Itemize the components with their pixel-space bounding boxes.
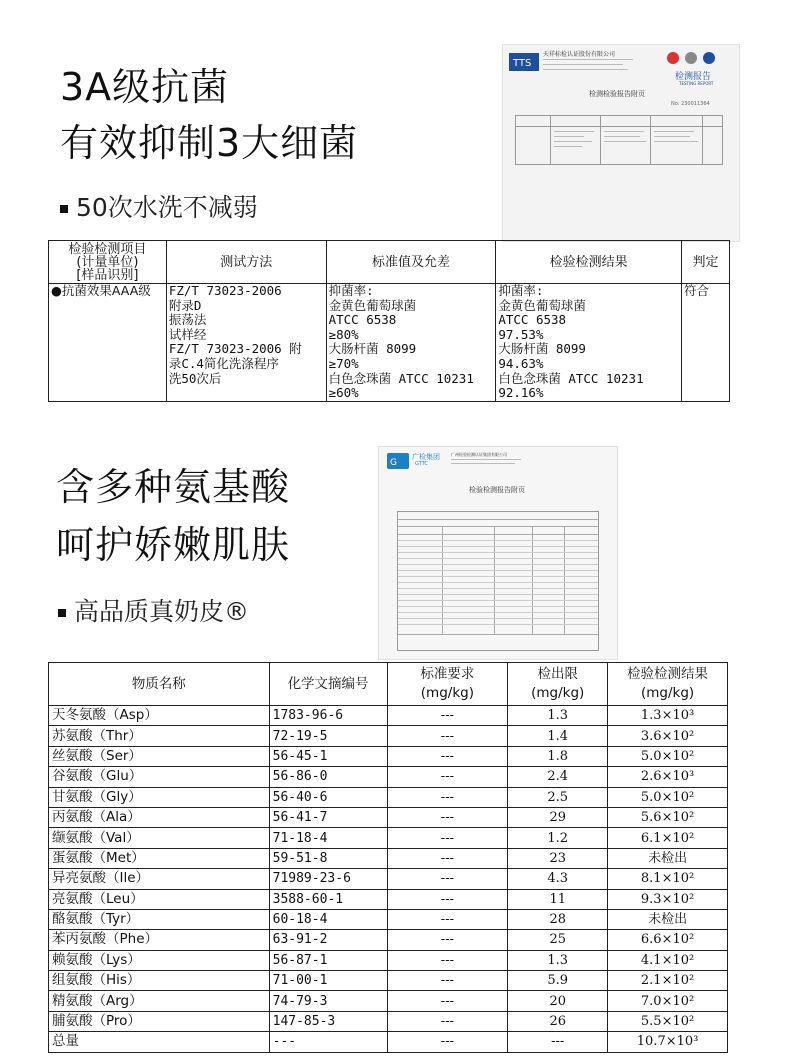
cell-lod: 11 (508, 889, 608, 909)
cell-result: 5.0×10² (608, 787, 728, 807)
cell-standard: --- (387, 848, 508, 868)
section2-subtitle (58, 592, 249, 628)
table-row (49, 889, 728, 909)
bullet-icon (60, 205, 68, 213)
header-test-item: 检验检测项目 (计量单位) [样品识别] (49, 241, 167, 284)
cell-substance: 蛋氨酸（Met） (49, 848, 270, 868)
cell-cas: --- (269, 1032, 387, 1052)
cell-cas: 71989-23-6 (269, 869, 387, 889)
report1-number: No: 230011364 (671, 101, 710, 107)
cell-substance: 缬氨酸（Val） (49, 828, 270, 848)
cell-cas: 56-45-1 (269, 746, 387, 766)
table-row (49, 746, 728, 766)
cell-cas: 60-18-4 (269, 909, 387, 929)
table-row (49, 807, 728, 827)
cell-substance: 亮氨酸（Leu） (49, 889, 270, 909)
report2-org-short: 广检集团 (412, 453, 440, 461)
cell-result: 5.5×10² (608, 1011, 728, 1031)
header-lod: 检出限 (mg/kg) (508, 663, 608, 706)
bullet-icon (58, 609, 66, 617)
cell-cas: 3588-60-1 (269, 889, 387, 909)
section1-subtitle (60, 188, 258, 224)
cell-cas: 56-40-6 (269, 787, 387, 807)
table-row (49, 950, 728, 970)
cell-lod: 1.4 (508, 726, 608, 746)
cell-lod: 26 (508, 1011, 608, 1031)
cell-substance: 甘氨酸（Gly） (49, 787, 270, 807)
section2-title-line2: 呵护娇嫩肌肤 (56, 523, 291, 567)
header-result: 检验检测结果 (496, 241, 682, 284)
cell-result: 2.1×10² (608, 971, 728, 991)
cell-standard: --- (387, 746, 508, 766)
cell-result: 1.3×10³ (608, 706, 728, 726)
header-cas: 化学文摘编号 (269, 663, 387, 706)
section1-title-line2: 有效抑制3大细菌 (60, 121, 359, 165)
cell-cas: 147-85-3 (269, 1011, 387, 1031)
report1-label: 检测报告 (675, 72, 712, 82)
table-header-row (49, 663, 728, 706)
gttc-logo-icon (387, 453, 409, 469)
cell-substance: 天冬氨酸（Asp） (49, 706, 270, 726)
cell-lod: 1.8 (508, 746, 608, 766)
cell-lod: --- (508, 1032, 608, 1052)
cell-standard: --- (387, 787, 508, 807)
table-row (49, 971, 728, 991)
cell-lod: 20 (508, 991, 608, 1011)
table-row (49, 1011, 728, 1031)
cell-lod: 1.2 (508, 828, 608, 848)
report2-org: 广州检验检测认证集团有限公司 (451, 452, 507, 457)
header-substance: 物质名称 (49, 663, 270, 706)
cell-lod: 5.9 (508, 971, 608, 991)
cell-cas: 1783-96-6 (269, 706, 387, 726)
section1-subtitle-text: 50次水洗不减弱 (76, 193, 258, 222)
table-row (49, 706, 728, 726)
cell-result: 9.3×10² (608, 889, 728, 909)
header-standard: 标准值及允差 (326, 241, 496, 284)
cell-substance: 总量 (49, 1032, 270, 1052)
cell-substance: 苯丙氨酸（Phe） (49, 930, 270, 950)
cell-substance: 酪氨酸（Tyr） (49, 909, 270, 929)
table-row (49, 1032, 728, 1052)
cell-result: 未检出 (608, 848, 728, 868)
accreditation-marks-icon (665, 51, 735, 65)
cell-standard: --- (387, 767, 508, 787)
header-result: 检验检测结果 (mg/kg) (608, 663, 728, 706)
cell-substance: 精氨酸（Arg） (49, 991, 270, 1011)
tts-logo-icon (509, 53, 539, 71)
report2-org-en: GTTC (415, 461, 428, 467)
header-verdict: 判定 (682, 241, 730, 284)
header-test-method: 测试方法 (166, 241, 326, 284)
cell-substance: 丝氨酸（Ser） (49, 746, 270, 766)
section1-title-line1: 3A级抗菌 (60, 65, 230, 109)
cell-standard: --- (387, 828, 508, 848)
cell-standard: --- (387, 909, 508, 929)
cell-cas: 56-41-7 (269, 807, 387, 827)
cell-standard: --- (387, 706, 508, 726)
report1-mini-table (515, 115, 723, 165)
table-row (49, 869, 728, 889)
table-row (49, 828, 728, 848)
table-row (49, 787, 728, 807)
table-row (49, 726, 728, 746)
amino-acid-table (48, 662, 728, 1053)
cell-standard: --- (387, 930, 508, 950)
report-thumbnail-1 (502, 44, 740, 242)
cell-cas: 56-86-0 (269, 767, 387, 787)
cell-result: 5.0×10² (608, 746, 728, 766)
cell-lod: 4.3 (508, 869, 608, 889)
report2-mini-table (397, 511, 599, 651)
cell-result: 2.6×10³ (608, 767, 728, 787)
cell-cas: 72-19-5 (269, 726, 387, 746)
cell-result: 4.1×10² (608, 950, 728, 970)
cell-standard: --- (387, 726, 508, 746)
cell-cas: 74-79-3 (269, 991, 387, 1011)
report1-org: 天祥标检认证股份有限公司 (543, 51, 616, 58)
cell-standard: --- (387, 950, 508, 970)
cell-standard: --- (387, 869, 508, 889)
cell-result: 未检出 (608, 909, 728, 929)
cell-item: ●抗菌效果AAA级 (49, 284, 167, 402)
cell-lod: 25 (508, 930, 608, 950)
cell-lod: 29 (508, 807, 608, 827)
table-row (49, 848, 728, 868)
cell-lod: 28 (508, 909, 608, 929)
cell-standard: --- (387, 1011, 508, 1031)
cell-lod: 1.3 (508, 950, 608, 970)
report1-label-en: TESTING REPORT (679, 81, 714, 86)
cell-lod: 2.5 (508, 787, 608, 807)
cell-result: 7.0×10² (608, 991, 728, 1011)
cell-cas: 63-91-2 (269, 930, 387, 950)
cell-result: 10.7×10³ (608, 1032, 728, 1052)
report-thumbnail-2 (378, 446, 618, 660)
table-header-row (49, 241, 730, 284)
cell-cas: 59-51-8 (269, 848, 387, 868)
cell-substance: 苏氨酸（Thr） (49, 726, 270, 746)
cell-lod: 1.3 (508, 706, 608, 726)
cell-substance: 赖氨酸（Lys） (49, 950, 270, 970)
cell-cas: 71-18-4 (269, 828, 387, 848)
cell-result: 8.1×10² (608, 869, 728, 889)
cell-result: 6.1×10² (608, 828, 728, 848)
cell-result: 抑菌率: 金黄色葡萄球菌 ATCC 6538 97.53% 大肠杆菌 8099 94.63% 白色念珠菌 ATCC 10231 92.16% (496, 284, 682, 402)
cell-method: FZ/T 73023-2006 附录D 振荡法 试样经 FZ/T 73023-2006 附 录C.4简化洗涤程序 洗50次后 (166, 284, 326, 402)
cell-standard: --- (387, 991, 508, 1011)
cell-substance: 异亮氨酸（Ile） (49, 869, 270, 889)
svg-text:G: G (390, 458, 397, 468)
table-row (49, 991, 728, 1011)
table-row (49, 767, 728, 787)
cell-standard: --- (387, 971, 508, 991)
cell-result: 6.6×10² (608, 930, 728, 950)
table-row (49, 930, 728, 950)
report2-page-title: 检验检测报告附页 (469, 486, 525, 494)
cell-lod: 2.4 (508, 767, 608, 787)
section2-subtitle-text: 高品质真奶皮® (74, 597, 250, 626)
cell-standard: 抑菌率: 金黄色葡萄球菌 ATCC 6538 ≥80% 大肠杆菌 8099 ≥70% 白色念珠菌 ATCC 10231 ≥60% (326, 284, 496, 402)
cell-result: 5.6×10² (608, 807, 728, 827)
section2-title-line1: 含多种氨基酸 (56, 465, 291, 509)
cell-standard: --- (387, 889, 508, 909)
cell-substance: 脯氨酸（Pro） (49, 1011, 270, 1031)
antibacterial-test-table (48, 240, 730, 402)
cell-verdict: 符合 (682, 284, 730, 402)
table-row (49, 284, 730, 402)
report1-page-title: 检测检验报告附页 (589, 90, 645, 98)
cell-standard: --- (387, 1032, 508, 1052)
cell-cas: 56-87-1 (269, 950, 387, 970)
cell-substance: 丙氨酸（Ala） (49, 807, 270, 827)
svg-text:TTS: TTS (513, 58, 532, 69)
cell-substance: 组氨酸（His） (49, 971, 270, 991)
cell-standard: --- (387, 807, 508, 827)
table-row (49, 909, 728, 929)
cell-result: 3.6×10² (608, 726, 728, 746)
cell-substance: 谷氨酸（Glu） (49, 767, 270, 787)
header-standard: 标准要求 (mg/kg) (387, 663, 508, 706)
cell-lod: 23 (508, 848, 608, 868)
cell-cas: 71-00-1 (269, 971, 387, 991)
